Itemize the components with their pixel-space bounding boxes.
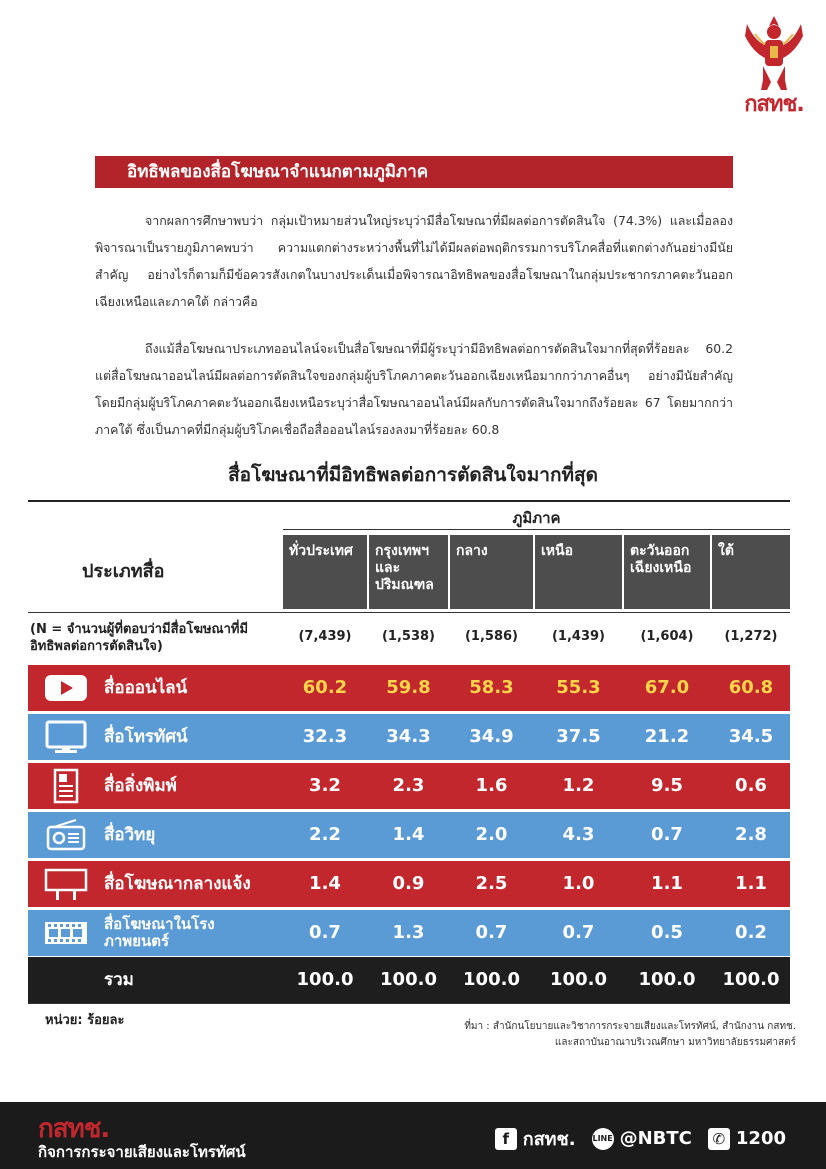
- cell-online-north: 55.3: [556, 677, 601, 698]
- column-header-central: กลาง: [450, 535, 533, 609]
- source-line-2: และสถาบันอาณาบริเวณศึกษา มหาวิทยาลัยธรรมศาสตร์: [554, 1037, 796, 1048]
- table-row-tv: [28, 714, 790, 760]
- cell-radio-north: 4.3: [562, 824, 595, 845]
- footer-brand: กสทช.: [38, 1114, 110, 1144]
- cell-online-nationwide: 60.2: [302, 677, 348, 698]
- phone-contact[interactable]: [708, 1128, 786, 1150]
- table-row-online: [28, 665, 790, 711]
- tv-icon: [42, 719, 90, 755]
- facebook-icon: f: [495, 1128, 517, 1150]
- cell-cinema-nationwide: 0.7: [309, 922, 341, 943]
- n-value-central: (1,586): [464, 629, 518, 644]
- cell-radio-nationwide: 2.2: [309, 824, 341, 845]
- cell-radio-central: 2.0: [475, 824, 508, 845]
- line-icon: LINE: [592, 1128, 614, 1150]
- source-note: [464, 1019, 796, 1051]
- cell-outdoor-south: 1.1: [735, 873, 767, 894]
- n-value-northeast: (1,604): [640, 629, 694, 644]
- billboard-icon: [42, 866, 90, 902]
- cell-cinema-northeast: 0.5: [651, 922, 683, 943]
- phone-icon: ✆: [708, 1128, 730, 1150]
- table-row-print: [28, 763, 790, 809]
- logo-text: กสทช.: [744, 92, 804, 117]
- facebook-handle: กสทช.: [522, 1129, 576, 1150]
- row-label-total: รวม: [104, 970, 134, 990]
- cell-outdoor-nationwide: 1.4: [309, 873, 341, 894]
- cell-online-northeast: 67.0: [644, 677, 690, 698]
- cell-radio-south: 2.8: [735, 824, 767, 845]
- nbtc-logo: [738, 12, 810, 130]
- cell-tv-nationwide: 32.3: [302, 726, 348, 747]
- line-contact[interactable]: [592, 1128, 692, 1150]
- cell-tv-south: 34.5: [728, 726, 774, 747]
- cell-total-north: 100.0: [550, 969, 607, 990]
- cell-radio-northeast: 0.7: [651, 824, 683, 845]
- cell-cinema-bangkok: 1.3: [392, 922, 425, 943]
- garuda-emblem-icon: [741, 12, 807, 92]
- row-label-tv: สื่อโทรทัศน์: [104, 727, 188, 747]
- cell-tv-bangkok: 34.3: [386, 726, 431, 747]
- row-label-cinema: สื่อโฆษณาในโรงภาพยนตร์: [104, 915, 215, 950]
- facebook-contact[interactable]: [495, 1124, 576, 1153]
- video-play-icon: [42, 670, 90, 706]
- cell-tv-northeast: 21.2: [644, 726, 690, 747]
- row-label-online: สื่อออนไลน์: [104, 678, 188, 698]
- cell-outdoor-northeast: 1.1: [651, 873, 683, 894]
- n-row-rule: [28, 612, 790, 613]
- region-header-rule: [283, 529, 790, 530]
- cell-outdoor-bangkok: 0.9: [392, 873, 425, 894]
- section-title: อิทธิพลของสื่อโฆษณาจำแนกตามภูมิภาค: [95, 156, 733, 188]
- line-handle: @NBTC: [619, 1128, 692, 1149]
- cell-print-bangkok: 2.3: [392, 775, 425, 796]
- region-header: ภูมิภาค: [512, 509, 561, 527]
- n-value-bangkok: (1,538): [381, 629, 435, 644]
- table-row-outdoor: [28, 861, 790, 907]
- footer: [0, 1102, 826, 1169]
- cell-outdoor-north: 1.0: [562, 873, 595, 894]
- cell-print-nationwide: 3.2: [309, 775, 341, 796]
- cell-tv-central: 34.9: [469, 726, 514, 747]
- cell-tv-north: 37.5: [556, 726, 601, 747]
- media-type-header: ประเภทสื่อ: [82, 561, 165, 582]
- cell-total-bangkok: 100.0: [380, 969, 437, 990]
- paragraph-2: ถึงแม้สื่อโฆษณาประเภทออนไลน์จะเป็นสื่อโฆษณาที่มีผู้ระบุว่ามีอิทธิพลต่อการตัดสินใจมากที่สุดที่ร้อยละ 60.2 แต่สื่อโฆษณาออนไลน์มีผลต่อการตัดสินใจของกลุ่มผู้บริโภคภาคตะวันออกเฉียงเหนือมากกว่าภาคอื่นๆ อย่างมีนัยสำคัญ โดยมีกลุ่มผู้บริโภคภาคตะวันออกเฉียงเหนือระบุว่าสื่อโฆษณาออนไลน์มีผลกับการตัดสินใจมากถึงร้อยละ 67 โดยมากกว่าภาคใต้ ซึ่งเป็นภาคที่มีกลุ่มผู้บริโภคเชื่อถือสื่อออนไลน์รองลงมาที่ร้อยละ 60.8: [95, 341, 733, 437]
- table-row-cinema: [28, 910, 790, 956]
- cell-cinema-central: 0.7: [475, 922, 508, 943]
- cell-print-north: 1.2: [562, 775, 595, 796]
- row-label-print: สื่อสิ่งพิมพ์: [104, 776, 177, 796]
- footer-contacts: [495, 1124, 786, 1153]
- cell-online-bangkok: 59.8: [386, 677, 431, 698]
- row-label-radio: สื่อวิทยุ: [104, 825, 156, 845]
- n-value-nationwide: (7,439): [298, 629, 352, 644]
- cell-print-northeast: 9.5: [651, 775, 683, 796]
- n-value-south: (1,272): [724, 629, 778, 644]
- cell-total-south: 100.0: [722, 969, 780, 990]
- table-title: สื่อโฆษณาที่มีอิทธิพลต่อการตัดสินใจมากที่สุด: [228, 464, 598, 486]
- cell-cinema-south: 0.2: [735, 922, 767, 943]
- cell-print-south: 0.6: [735, 775, 767, 796]
- film-strip-icon: [42, 915, 90, 951]
- table-bottom-rule: [28, 1003, 790, 1004]
- unit-note: หน่วย: ร้อยละ: [45, 1013, 125, 1028]
- phone-number: 1200: [735, 1128, 786, 1149]
- column-header-north: เหนือ: [535, 535, 622, 609]
- cell-online-south: 60.8: [728, 677, 774, 698]
- column-header-south: ใต้: [712, 535, 790, 609]
- table-row-radio: [28, 812, 790, 858]
- column-header-nationwide: ทั่วประเทศ: [283, 535, 367, 609]
- column-header-northeast: ตะวันออก เฉียงเหนือ: [624, 535, 710, 609]
- n-row-label: (N = จำนวนผู้ที่ตอบว่ามีสื่อโฆษณาที่มีอิทธิพลต่อการตัดสินใจ): [30, 622, 249, 654]
- source-line-1: ที่มา : สำนักนโยบายและวิชาการกระจายเสียงและโทรทัศน์, สำนักงาน กสทช.: [464, 1021, 796, 1032]
- paragraph-1: จากผลการศึกษาพบว่า กลุ่มเป้าหมายส่วนใหญ่ระบุว่ามีสื่อโฆษณาที่มีผลต่อการตัดสินใจ (74.3%) และเมื่อลองพิจารณาเป็นรายภูมิภาคพบว่า ความแตกต่างระหว่างพื้นที่ไม่ได้มีผลต่อพฤติกรรมการบริโภคสื่อที่แตกต่างกันอย่างมีนัยสำคัญ อย่างไรก็ตามก็มีข้อควรสังเกตในบางประเด็นเมื่อพิจารณาอิทธิพลของสื่อโฆษณาในกลุ่มประชากรภาคตะวันออกเฉียงเหนือและภาคใต้ กล่าวคือ: [95, 213, 733, 309]
- cell-cinema-north: 0.7: [562, 922, 595, 943]
- n-value-north: (1,439): [551, 629, 605, 644]
- row-label-outdoor: สื่อโฆษณากลางแจ้ง: [104, 874, 251, 894]
- column-header-bangkok: กรุงเทพฯ และ ปริมณฑล: [369, 535, 448, 609]
- radio-icon: [42, 817, 90, 853]
- cell-print-central: 1.6: [475, 775, 508, 796]
- footer-subtitle: กิจการกระจายเสียงและโทรทัศน์: [38, 1143, 246, 1161]
- cell-radio-bangkok: 1.4: [392, 824, 425, 845]
- cell-online-central: 58.3: [469, 677, 514, 698]
- table-top-rule: [28, 500, 790, 502]
- table-row-total: [28, 957, 790, 1003]
- cell-total-northeast: 100.0: [638, 969, 696, 990]
- cell-outdoor-central: 2.5: [475, 873, 508, 894]
- newspaper-icon: [42, 768, 90, 804]
- cell-total-nationwide: 100.0: [296, 969, 354, 990]
- cell-total-central: 100.0: [463, 969, 520, 990]
